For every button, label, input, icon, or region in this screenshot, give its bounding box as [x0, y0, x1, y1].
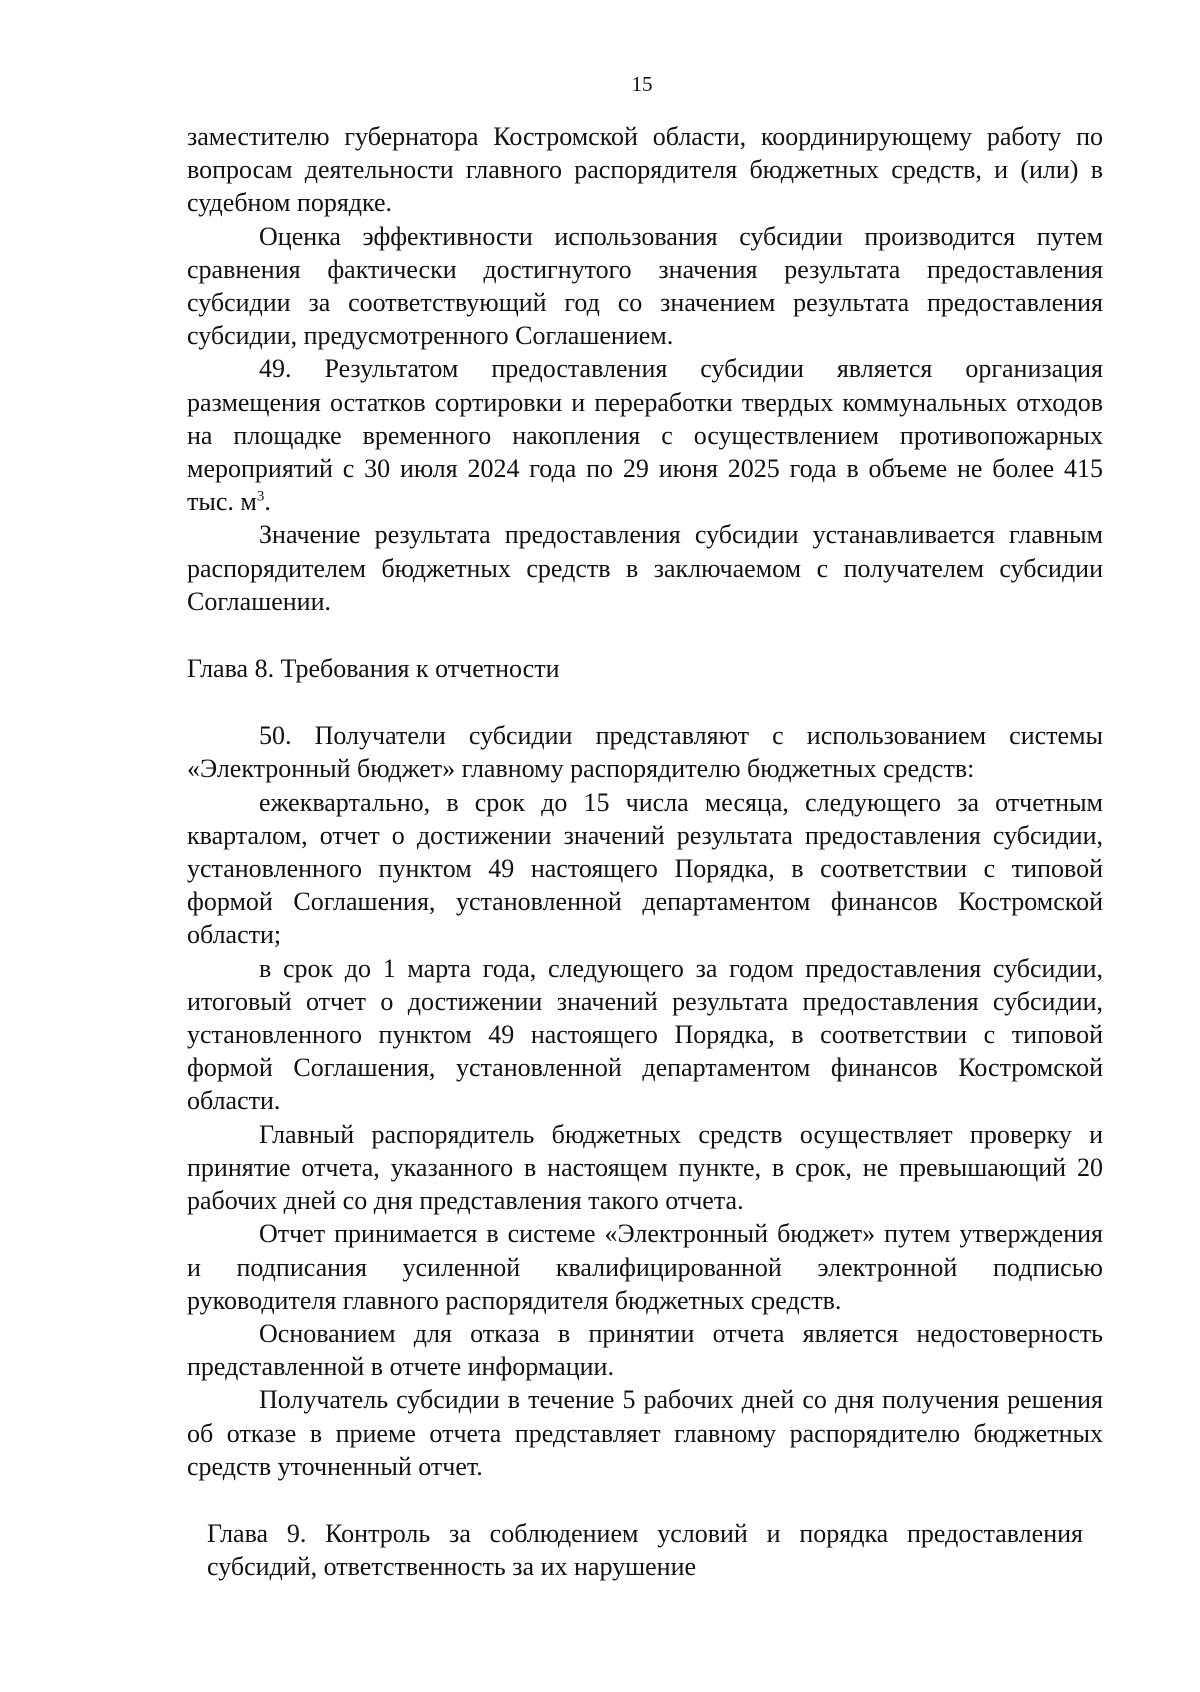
page-number: 15 — [631, 72, 653, 96]
paragraph: Отчет принимается в системе «Электронный бюджет» путем утверждения и подписания усиленной квалифицированной электронной подписью руководителя главного распорядителя бюджетных средств. — [187, 1219, 1103, 1315]
paragraph: 50. Получатели субсидии представляют с использованием системы «Электронный бюджет» главному распорядителю бюджетных средств: — [187, 721, 1103, 784]
paragraph-result-49 — [187, 352, 1103, 518]
paragraph-text: 49. Результатом предоставления субсидии является организация размещения остатков сортировки и переработки твердых коммунальных отходов на площадке временного накопления с осуществлением противопожарных мероприятий с 30 июля 2024 года по 29 июня 2025 года в объеме не более 415 тыс. м — [187, 354, 1103, 517]
chapter-heading-9: Глава 9. Контроль за соблюдением условий и порядка предоставления субсидий, ответственность за их нарушение — [207, 1518, 1083, 1582]
paragraph: Значение результата предоставления субсидии устанавливается главным распорядителем бюджетных средств в заключаемом с получателем субсидии Соглашении. — [187, 520, 1103, 616]
paragraph: Главный распорядитель бюджетных средств осуществляет проверку и принятие отчета, указанного в настоящем пункте, в срок, не превышающий 20 рабочих дней со дня представления такого отчета. — [187, 1119, 1103, 1216]
paragraph-tail: . — [264, 487, 271, 517]
paragraph: ежеквартально, в срок до 15 числа месяца, следующего за отчетным кварталом, отчет о достижении значений результата предоставления субсидии, установленного пунктом 49 настоящего Порядка, в соответствии с типовой формой Соглашения, установленной департаментом финансов Костромской области; — [187, 787, 1103, 950]
superscript: 3 — [256, 488, 265, 505]
paragraph: Оценка эффективности использования субсидии производится путем сравнения фактически достигнутого значения результата предоставления субсидии за соответствующий год со значением результата предоставления субсидии, предусмотренного Соглашением. — [187, 221, 1103, 351]
paragraph: Получатель субсидии в течение 5 рабочих дней со дня получения решения об отказе в приеме отчета представляет главному распорядителю бюджетных средств уточненный отчет. — [187, 1385, 1103, 1481]
paragraph: заместителю губернатора Костромской области, координирующему работу по вопросам деятельности главного распорядителя бюджетных средств, и (или) в судебном порядке. — [187, 122, 1103, 218]
chapter-heading-8: Глава 8. Требования к отчетности — [187, 654, 560, 684]
paragraph: в срок до 1 марта года, следующего за годом предоставления субсидии, итоговый отчет о достижении значений результата предоставления субсидии, установленного пунктом 49 настоящего Порядка, в соответствии с типовой формой Соглашения, установленной департаментом финансов Костромской области. — [187, 953, 1103, 1116]
document-body — [187, 120, 1103, 1583]
paragraph: Основанием для отказа в принятии отчета является недостоверность представленной в отчете информации. — [187, 1318, 1103, 1382]
